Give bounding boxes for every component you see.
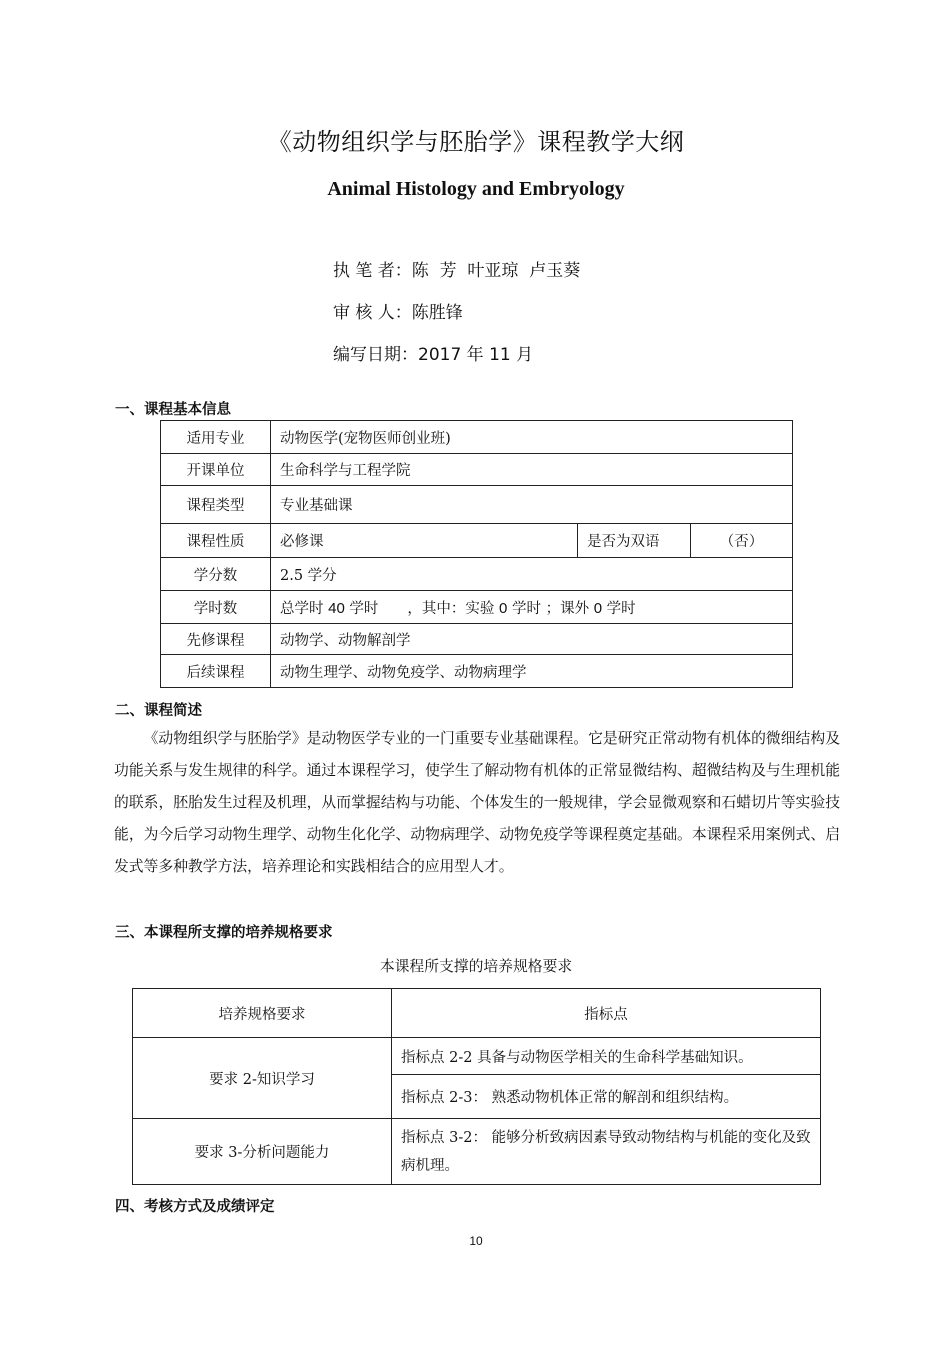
- author-line: 执 笔 者：陈 芳 叶亚琼 卢玉葵: [333, 261, 581, 281]
- section-heading-requirements: 三、本课程所支撑的培养规格要求: [115, 925, 333, 941]
- date-line: 编写日期：2017 年 11 月: [333, 345, 534, 365]
- hours-extra-suffix: 学时: [606, 600, 636, 617]
- cell-value: 生命科学与工程学院: [271, 454, 793, 486]
- indicator-2-2: 指标点 2-2 具备与动物医学相关的生命科学基础知识。: [392, 1038, 821, 1075]
- document-subtitle-english: Animal Histology and Embryology: [327, 178, 625, 200]
- cell-value: （否）: [691, 524, 793, 558]
- cell-label: 后续课程: [161, 655, 271, 688]
- cell-value: 2.5 学分: [271, 558, 793, 591]
- hours-total-value: 40: [328, 599, 345, 617]
- cell-label: 开课单位: [161, 454, 271, 486]
- course-info-table: [160, 420, 793, 688]
- hours-total-prefix: 总学时: [280, 600, 324, 617]
- header-requirement: 培养规格要求: [133, 989, 392, 1038]
- table-row: [133, 989, 821, 1038]
- cell-value: 必修课: [271, 524, 578, 558]
- hours-lab-suffix: 学时 ；课外: [511, 600, 590, 617]
- cell-value: 动物学、动物解剖学: [271, 624, 793, 655]
- section-heading-summary: 二、课程简述: [115, 703, 202, 719]
- table-row: [161, 524, 793, 558]
- table-row: [161, 624, 793, 655]
- indicator-2-3: 指标点 2-3： 熟悉动物机体正常的解剖和组织结构。: [392, 1075, 821, 1119]
- section-heading-basic-info: 一、课程基本信息: [115, 402, 231, 418]
- cell-value: [271, 591, 793, 624]
- cell-label: 是否为双语: [578, 524, 691, 558]
- hours-extra-value: 0: [593, 599, 603, 617]
- requirements-table: [132, 988, 821, 1185]
- cell-label: 课程类型: [161, 486, 271, 524]
- cell-label: 先修课程: [161, 624, 271, 655]
- cell-label: 学分数: [161, 558, 271, 591]
- table-row: [161, 558, 793, 591]
- table-row: [161, 421, 793, 454]
- requirement-3: 要求 3-分析问题能力: [133, 1119, 392, 1185]
- indicator-3-2: 指标点 3-2： 能够分析致病因素导致动物结构与机能的变化及致病机理。: [392, 1119, 821, 1185]
- summary-paragraph: 《动物组织学与胚胎学》是动物医学专业的一门重要专业基础课程。它是研究正常动物有机体的微细结构及功能关系与发生规律的科学。通过本课程学习，使学生了解动物有机体的正常显微结构、超微结构及与生理机能的联系，胚胎发生过程及机理，从而掌握结构与功能、个体发生的一般规律，学会显微观察和石蜡切片等实验技能，为今后学习动物生理学、动物生化化学、动物病理学、动物免疫学等课程奠定基础。本课程采用案例式、启发式等多种教学方法，培养理论和实践相结合的应用型人才。: [114, 730, 840, 875]
- cell-label: 学时数: [161, 591, 271, 624]
- cell-value: 专业基础课: [271, 486, 793, 524]
- document-title: 《动物组织学与胚胎学》课程教学大纲: [267, 128, 685, 156]
- table-row: [133, 1119, 821, 1185]
- table-row: [161, 591, 793, 624]
- header-indicator: 指标点: [392, 989, 821, 1038]
- cell-label: 课程性质: [161, 524, 271, 558]
- cell-label: 适用专业: [161, 421, 271, 454]
- cell-value: 动物生理学、动物免疫学、动物病理学: [271, 655, 793, 688]
- reviewer-line: 审 核 人：陈胜锋: [333, 303, 463, 323]
- section-heading-assessment: 四、考核方式及成绩评定: [115, 1199, 275, 1215]
- cell-value: 动物医学(宠物医师创业班): [271, 421, 793, 454]
- hours-lab-value: 0: [499, 599, 508, 617]
- requirement-2: 要求 2-知识学习: [133, 1038, 392, 1119]
- table-row: [133, 1038, 821, 1075]
- hours-total-suffix: 学时 ，其中：实验: [349, 600, 495, 617]
- page-number: 10: [469, 1234, 483, 1248]
- table-row: [161, 486, 793, 524]
- requirements-table-caption: 本课程所支撑的培养规格要求: [379, 958, 573, 975]
- table-row: [161, 655, 793, 688]
- table-row: [161, 454, 793, 486]
